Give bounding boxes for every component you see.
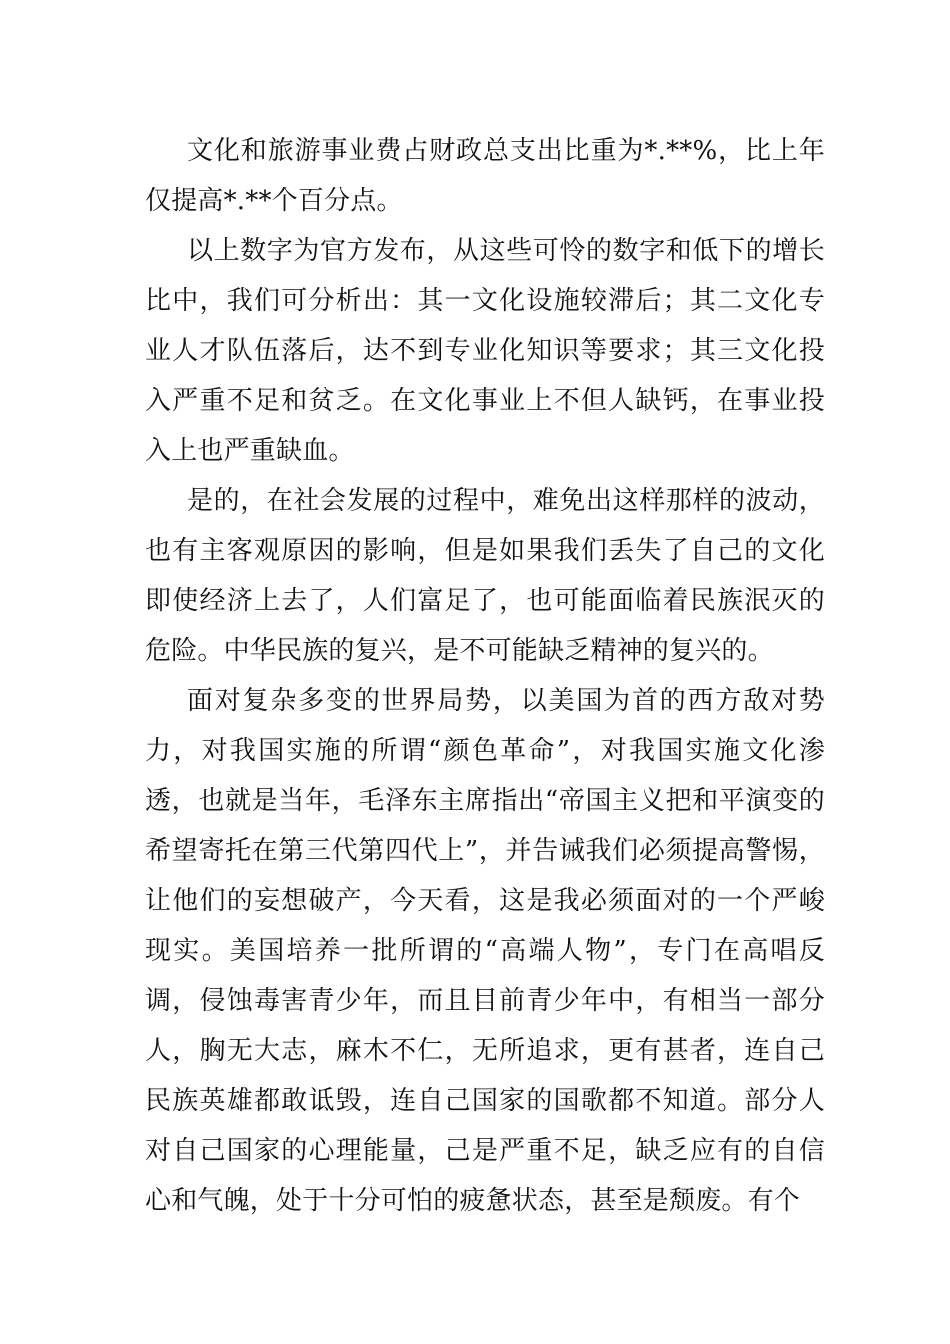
paragraph-western-infiltration: 面对复杂多变的世界局势，以美国为首的西方敌对势力，对我国实施的所谓“颜色革命”，对我国实施文化渗透，也就是当年，毛泽东主席指出“帝国主义把和平演变的希望寄托在第三代第四代上”，并告诫我们必须提高警惕，让他们的妄想破产，今天看，这是我必须面对的一个严峻现实。美国培养一批所谓的“高端人物”，专门在高唱反调，侵蚀毒害青少年，而且目前青少年中，有相当一部分人，胸无大志，麻木不仁，无所追求，更有甚者，连自己民族英雄都敢诋毁，连自己国家的国歌都不知道。部分人对自己国家的心理能量，己是严重不足，缺乏应有的自信心和气魄，处于十分可怕的疲惫状态，甚至是颓废。有个	[145, 686, 825, 1216]
paragraph-budget-ratio: 文化和旅游事业费占财政总支出比重为*.**%，比上年仅提高*.**个百分点。	[145, 136, 825, 216]
document-body	[145, 126, 825, 1226]
paragraph-analysis: 以上数字为官方发布，从这些可怜的数字和低下的增长比中，我们可分析出：其一文化设施较滞后；其二文化专业人才队伍落后，达不到专业化知识等要求；其三文化投入严重不足和贫乏。在文化事业上不但人缺钙，在事业投入上也严重缺血。	[145, 236, 825, 466]
paragraph-cultural-loss: 是的，在社会发展的过程中，难免出这样那样的波动，也有主客观原因的影响，但是如果我们丢失了自己的文化即使经济上去了，人们富足了，也可能面临着民族泯灭的危险。中华民族的复兴，是不可能缺乏精神的复兴的。	[145, 486, 825, 666]
